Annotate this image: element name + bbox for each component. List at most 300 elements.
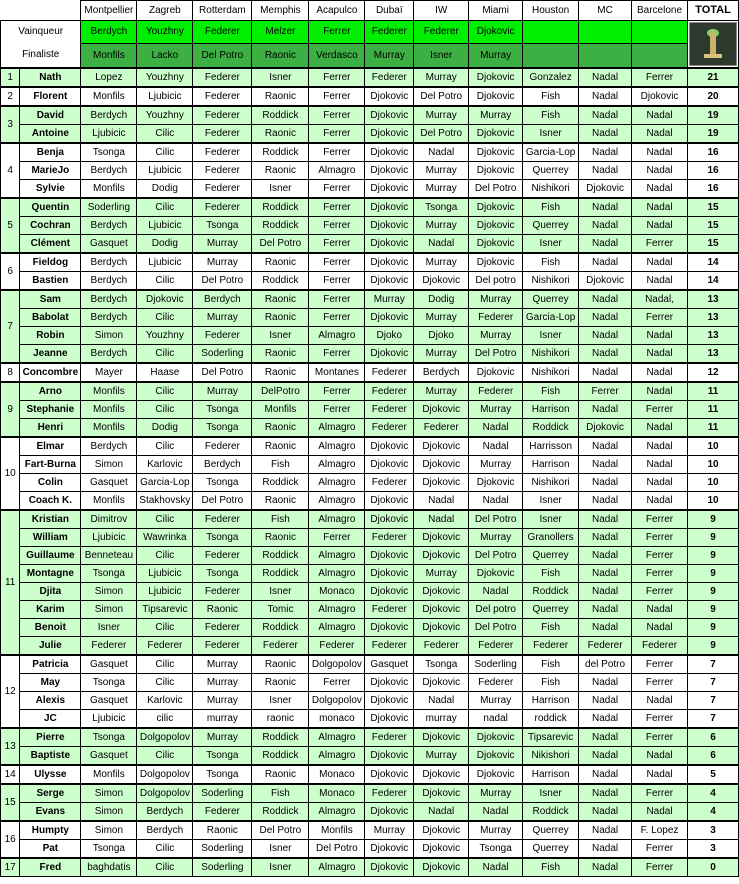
pick-cell: Ljubicic <box>81 710 137 729</box>
pick-cell: Raonic <box>252 125 309 144</box>
player-name: Babolat <box>20 309 81 327</box>
pick-cell: Ferrer <box>632 68 688 87</box>
pick-cell: Ljubicic <box>137 583 193 601</box>
pick-cell: Nadal <box>579 106 632 125</box>
total-cell: 13 <box>688 290 739 309</box>
pick-cell: Nadal <box>579 437 632 456</box>
pick-cell: Fish <box>523 87 579 106</box>
pick-cell: Djokovic <box>414 272 469 291</box>
total-cell: 7 <box>688 655 739 674</box>
player-row <box>1 821 739 840</box>
finalist-cell <box>523 44 579 68</box>
pick-cell: Gasquet <box>81 747 137 766</box>
pick-cell: Nadal <box>579 747 632 766</box>
player-row <box>1 456 739 474</box>
pick-cell: Djokovic <box>365 674 414 692</box>
pick-cell: Berdych <box>137 803 193 822</box>
player-name: David <box>20 106 81 125</box>
pick-cell: Murray <box>414 309 469 327</box>
trophy-logo <box>688 21 739 69</box>
player-row <box>1 637 739 656</box>
player-name: Ulysse <box>20 765 81 784</box>
total-cell: 4 <box>688 803 739 822</box>
pick-cell: Nadal <box>579 492 632 511</box>
pick-cell: Cilic <box>137 382 193 401</box>
pick-cell: Nadal <box>579 821 632 840</box>
total-cell: 9 <box>688 601 739 619</box>
pick-cell: Djokovic <box>365 143 414 162</box>
pick-cell: Federer <box>579 637 632 656</box>
pick-cell: Cilic <box>137 858 193 877</box>
pick-cell: Federer <box>365 728 414 747</box>
pick-cell: Federer <box>365 529 414 547</box>
pick-cell: Federer <box>193 87 252 106</box>
winner-cell <box>632 21 688 44</box>
pick-cell: Djokovic <box>365 765 414 784</box>
pick-cell: Berdych <box>81 272 137 291</box>
player-name: Antoine <box>20 125 81 144</box>
pick-cell: Nadal <box>632 619 688 637</box>
pick-cell: Cilic <box>137 345 193 364</box>
pick-cell: Nadal <box>632 143 688 162</box>
pick-cell: Ferrer <box>632 401 688 419</box>
pick-cell: Soderling <box>469 655 523 674</box>
pick-cell: Simon <box>81 583 137 601</box>
pick-cell: Cilic <box>137 437 193 456</box>
pick-cell: Del Potro <box>193 272 252 291</box>
pick-cell: Fish <box>523 858 579 877</box>
player-name: Julie <box>20 637 81 656</box>
pick-cell: Djokovic <box>469 68 523 87</box>
pick-cell: Berdych <box>193 290 252 309</box>
pick-cell: Ferrer <box>632 583 688 601</box>
pick-cell: Nadal <box>579 692 632 710</box>
pick-cell: Federer <box>193 437 252 456</box>
total-cell: 9 <box>688 565 739 583</box>
pick-cell: Del Potro <box>193 363 252 382</box>
pick-cell: Nadal <box>579 345 632 364</box>
pick-cell: Ljubicic <box>137 162 193 180</box>
pick-cell: Djokovic <box>365 125 414 144</box>
winner-cell: Melzer <box>252 21 309 44</box>
pick-cell: Federer <box>193 583 252 601</box>
pick-cell: Berdych <box>81 309 137 327</box>
pick-cell: Gasquet <box>81 235 137 254</box>
pick-cell: Djokovic <box>469 143 523 162</box>
pick-cell: Monfils <box>81 765 137 784</box>
total-header: TOTAL <box>688 1 739 21</box>
pick-cell: Murray <box>193 728 252 747</box>
rank-cell: 4 <box>1 143 20 198</box>
pick-cell: Isner <box>523 235 579 254</box>
pick-cell: Isner <box>252 840 309 859</box>
pick-cell: Fish <box>252 510 309 529</box>
pick-cell: Ljubicic <box>137 565 193 583</box>
pick-cell: del Potro <box>579 655 632 674</box>
pick-cell: Djokovic <box>469 235 523 254</box>
pick-cell: Harrison <box>523 765 579 784</box>
pick-cell: Dolgopolov <box>137 784 193 803</box>
pick-cell: Nadal <box>579 474 632 492</box>
pick-cell: Isner <box>523 510 579 529</box>
pick-cell: Raonic <box>252 253 309 272</box>
total-cell: 12 <box>688 363 739 382</box>
pick-cell: Raonic <box>252 290 309 309</box>
pick-cell: Tsonga <box>469 840 523 859</box>
pick-cell: Nadal <box>579 565 632 583</box>
pick-cell: Federer <box>309 637 365 656</box>
winner-cell: Djokovic <box>469 21 523 44</box>
pick-cell: Nadal <box>579 765 632 784</box>
pick-cell: Ferrer <box>309 309 365 327</box>
pick-cell: Simon <box>81 784 137 803</box>
pick-cell: Simon <box>81 601 137 619</box>
pick-cell: Roddick <box>252 106 309 125</box>
finalist-cell: Del Potro <box>193 44 252 68</box>
pick-cell: Ljubicic <box>81 125 137 144</box>
pick-cell: Federer <box>469 309 523 327</box>
pick-cell: Djokovic <box>365 803 414 822</box>
pick-cell: Djokovic <box>469 87 523 106</box>
pick-cell: Nishikori <box>523 474 579 492</box>
pick-cell: Isner <box>252 692 309 710</box>
pick-cell: Ferrer <box>632 309 688 327</box>
pick-cell: Fish <box>523 253 579 272</box>
pick-cell: Roddick <box>252 474 309 492</box>
pick-cell: Djokovic <box>414 674 469 692</box>
pick-cell: Federer <box>193 637 252 656</box>
player-row <box>1 565 739 583</box>
pick-cell: baghdatis <box>81 858 137 877</box>
pick-cell: Raonic <box>252 419 309 438</box>
pick-cell: Nadal <box>632 601 688 619</box>
pick-cell: Federer <box>193 198 252 217</box>
pick-cell: Querrey <box>523 290 579 309</box>
total-cell: 9 <box>688 510 739 529</box>
pick-cell: Djokovic <box>365 547 414 565</box>
pick-cell: Raonic <box>252 87 309 106</box>
rank-cell: 2 <box>1 87 20 106</box>
player-row <box>1 510 739 529</box>
total-cell: 4 <box>688 784 739 803</box>
pick-cell: Berdych <box>81 162 137 180</box>
pick-cell: Federer <box>193 327 252 345</box>
player-row <box>1 125 739 144</box>
player-row <box>1 309 739 327</box>
pick-cell: Isner <box>523 125 579 144</box>
total-cell: 3 <box>688 821 739 840</box>
total-cell: 5 <box>688 765 739 784</box>
pick-cell: Djokovic <box>414 401 469 419</box>
pick-cell: Monfils <box>81 180 137 199</box>
pick-cell: Nadal <box>579 162 632 180</box>
pick-cell: Fish <box>252 784 309 803</box>
pick-cell: Nishikori <box>523 363 579 382</box>
rank-cell: 16 <box>1 821 20 858</box>
header-corner <box>1 1 81 21</box>
pick-cell: Nadal <box>414 143 469 162</box>
pick-cell: Nikishori <box>523 747 579 766</box>
pick-cell: Harrison <box>523 401 579 419</box>
player-name: Kristian <box>20 510 81 529</box>
pick-cell: Ferrer <box>309 198 365 217</box>
finalist-cell <box>632 44 688 68</box>
rank-cell: 5 <box>1 198 20 253</box>
pick-cell: Djokovic <box>365 217 414 235</box>
pick-cell: Almagro <box>309 601 365 619</box>
tournament-header: Rotterdam <box>193 1 252 21</box>
pick-cell: murray <box>414 710 469 729</box>
pick-cell: Nadal <box>632 363 688 382</box>
pick-cell: Tsonga <box>414 198 469 217</box>
finalist-cell: Murray <box>365 44 414 68</box>
pick-cell: Querrey <box>523 601 579 619</box>
pick-cell: Del Potro <box>469 345 523 364</box>
pick-cell: Djokovic <box>414 858 469 877</box>
pick-cell: Monfils <box>81 87 137 106</box>
pick-cell: Berdych <box>81 437 137 456</box>
pick-cell: Roddick <box>252 217 309 235</box>
rank-cell: 15 <box>1 784 20 821</box>
pick-cell: Djokovic <box>469 728 523 747</box>
pick-cell: Nadal <box>579 217 632 235</box>
total-cell: 11 <box>688 419 739 438</box>
pick-cell: Nadal <box>579 125 632 144</box>
pick-cell: Nadal <box>632 125 688 144</box>
pick-cell: Djokovic <box>579 419 632 438</box>
total-cell: 13 <box>688 327 739 345</box>
player-row <box>1 401 739 419</box>
pick-cell: Murray <box>414 253 469 272</box>
pick-cell: Soderling <box>81 198 137 217</box>
pick-cell: Isner <box>523 327 579 345</box>
pick-cell: Djokovic <box>365 345 414 364</box>
pick-cell: Nadal <box>632 198 688 217</box>
player-row <box>1 143 739 162</box>
pick-cell: Ferrer <box>632 674 688 692</box>
pick-cell: Gonzalez <box>523 68 579 87</box>
pick-cell: Nadal <box>632 253 688 272</box>
pick-cell: Ferrer <box>309 253 365 272</box>
pick-cell: Almagro <box>309 565 365 583</box>
pick-cell: Murray <box>469 401 523 419</box>
pick-cell: Nadal <box>579 601 632 619</box>
tournament-header: Montpellier <box>81 1 137 21</box>
total-cell: 11 <box>688 382 739 401</box>
player-row <box>1 710 739 729</box>
pick-cell: Monfils <box>81 492 137 511</box>
pick-cell: Fish <box>523 382 579 401</box>
rank-cell: 9 <box>1 382 20 437</box>
player-name: Sylvie <box>20 180 81 199</box>
pick-cell: Ferrer <box>632 728 688 747</box>
pick-cell: Federer <box>365 601 414 619</box>
pick-cell: Nadal <box>579 198 632 217</box>
pick-cell: Cilic <box>137 547 193 565</box>
pick-cell: Federer <box>414 419 469 438</box>
tournament-header: Zagreb <box>137 1 193 21</box>
pick-cell: Djoko <box>365 327 414 345</box>
pick-cell: Djokovic <box>414 583 469 601</box>
pick-cell: Cilic <box>137 125 193 144</box>
pick-cell: Djokovic <box>414 728 469 747</box>
pick-cell: Tipsarevic <box>137 601 193 619</box>
pick-cell: Ferrer <box>309 87 365 106</box>
pick-cell: Nadal <box>579 674 632 692</box>
pick-cell: Nadal <box>579 401 632 419</box>
pick-cell: Roddick <box>252 565 309 583</box>
pick-cell: Federer <box>523 637 579 656</box>
pick-cell: Djokovic <box>414 619 469 637</box>
pick-cell: Federer <box>469 637 523 656</box>
pick-cell: Almagro <box>309 547 365 565</box>
winner-label: Vainqueur <box>1 21 81 44</box>
pick-cell: Federer <box>193 180 252 199</box>
pick-cell: Nadal <box>414 692 469 710</box>
pick-cell: Berdych <box>414 363 469 382</box>
total-cell: 6 <box>688 747 739 766</box>
pick-cell: Monaco <box>309 765 365 784</box>
pick-cell: Ferrer <box>632 840 688 859</box>
pick-cell: Roddick <box>252 803 309 822</box>
pick-cell: Federer <box>193 510 252 529</box>
pick-cell: Isner <box>252 68 309 87</box>
pick-cell: Nadal <box>579 583 632 601</box>
pick-cell: Roddick <box>252 198 309 217</box>
total-cell: 19 <box>688 106 739 125</box>
pick-cell: Nadal <box>579 547 632 565</box>
pick-cell: Querrey <box>523 840 579 859</box>
pick-cell: Murray <box>193 655 252 674</box>
pick-cell: Nadal <box>632 692 688 710</box>
pick-cell: Tsonga <box>193 529 252 547</box>
player-name: Colin <box>20 474 81 492</box>
pick-cell: Nadal <box>579 456 632 474</box>
pick-cell: Dolgopolov <box>137 765 193 784</box>
pick-cell: Roddick <box>252 272 309 291</box>
pick-cell: Ferrer <box>632 235 688 254</box>
pick-cell: Federer <box>193 547 252 565</box>
pick-cell: Ferrer <box>309 290 365 309</box>
pick-cell: Nadal <box>469 583 523 601</box>
player-row <box>1 674 739 692</box>
pick-cell: Murray <box>469 529 523 547</box>
pick-cell: Raonic <box>252 309 309 327</box>
pick-cell: Almagro <box>309 327 365 345</box>
tournament-header: MC <box>579 1 632 21</box>
total-cell: 6 <box>688 728 739 747</box>
pick-cell: Djokovic <box>365 87 414 106</box>
player-row <box>1 363 739 382</box>
pick-cell: Nadal <box>632 327 688 345</box>
pick-cell: Fish <box>523 655 579 674</box>
pick-cell: Ferrer <box>309 272 365 291</box>
pick-cell: Djokovic <box>365 583 414 601</box>
pick-cell: Youzhny <box>137 327 193 345</box>
pick-cell: Djokovic <box>365 456 414 474</box>
pick-cell: Monfils <box>309 821 365 840</box>
tournament-header: IW <box>414 1 469 21</box>
player-row <box>1 345 739 364</box>
player-row <box>1 180 739 199</box>
pick-cell: Berdych <box>81 253 137 272</box>
pick-cell: Nadal <box>414 235 469 254</box>
pick-cell: Djokovic <box>365 619 414 637</box>
pick-cell: Cilic <box>137 674 193 692</box>
pick-cell: Djokovic <box>414 456 469 474</box>
pick-cell: Nishikori <box>523 180 579 199</box>
pick-cell: Fish <box>523 565 579 583</box>
pick-cell: Del Potro <box>252 821 309 840</box>
player-row <box>1 492 739 511</box>
pick-cell: Roddick <box>523 419 579 438</box>
pick-cell: Murray <box>414 747 469 766</box>
pick-cell: Djokovic <box>414 784 469 803</box>
pick-cell: Fish <box>523 674 579 692</box>
pick-cell: Murray <box>469 290 523 309</box>
pick-cell: Djokovic <box>414 601 469 619</box>
pick-cell: Federer <box>365 401 414 419</box>
player-name: Concombre <box>20 363 81 382</box>
pick-cell: Isner <box>252 858 309 877</box>
pick-cell: Murray <box>365 290 414 309</box>
total-cell: 10 <box>688 437 739 456</box>
pick-cell: Raonic <box>252 345 309 364</box>
player-row <box>1 583 739 601</box>
player-name: Benja <box>20 143 81 162</box>
pick-cell: Murray <box>414 382 469 401</box>
pick-cell: Roddick <box>252 728 309 747</box>
total-cell: 7 <box>688 710 739 729</box>
player-name: Humpty <box>20 821 81 840</box>
total-cell: 16 <box>688 180 739 199</box>
pick-cell: Raonic <box>252 363 309 382</box>
winner-cell: Ferrer <box>309 21 365 44</box>
pick-cell: Nadal <box>632 456 688 474</box>
pick-cell: Nadal <box>579 840 632 859</box>
tournament-header: Acapulco <box>309 1 365 21</box>
total-cell: 9 <box>688 583 739 601</box>
pick-cell: Federer <box>365 784 414 803</box>
rank-cell: 1 <box>1 68 20 87</box>
player-name: Elmar <box>20 437 81 456</box>
pick-cell: Nadal <box>469 419 523 438</box>
pick-cell: Ferrer <box>309 143 365 162</box>
player-name: Benoit <box>20 619 81 637</box>
total-cell: 9 <box>688 529 739 547</box>
pick-cell: Ferrer <box>632 565 688 583</box>
winner-row <box>1 21 739 44</box>
pick-cell: Fish <box>252 456 309 474</box>
finalist-cell <box>579 44 632 68</box>
player-name: Henri <box>20 419 81 438</box>
pick-cell: Djokovic <box>414 765 469 784</box>
pick-cell: Berdych <box>81 290 137 309</box>
pick-cell: Nadal <box>414 492 469 511</box>
tournament-header: Memphis <box>252 1 309 21</box>
pick-cell: Dolgopolov <box>309 692 365 710</box>
player-name: Sam <box>20 290 81 309</box>
pick-cell: Federer <box>365 419 414 438</box>
pick-cell: Roddick <box>523 803 579 822</box>
total-cell: 16 <box>688 162 739 180</box>
total-cell: 14 <box>688 253 739 272</box>
pick-cell: Ferrer <box>309 674 365 692</box>
pick-cell: Cilic <box>137 272 193 291</box>
pick-cell: Djokovic <box>365 198 414 217</box>
pick-cell: Querrey <box>523 162 579 180</box>
pick-cell: Nadal <box>632 492 688 511</box>
